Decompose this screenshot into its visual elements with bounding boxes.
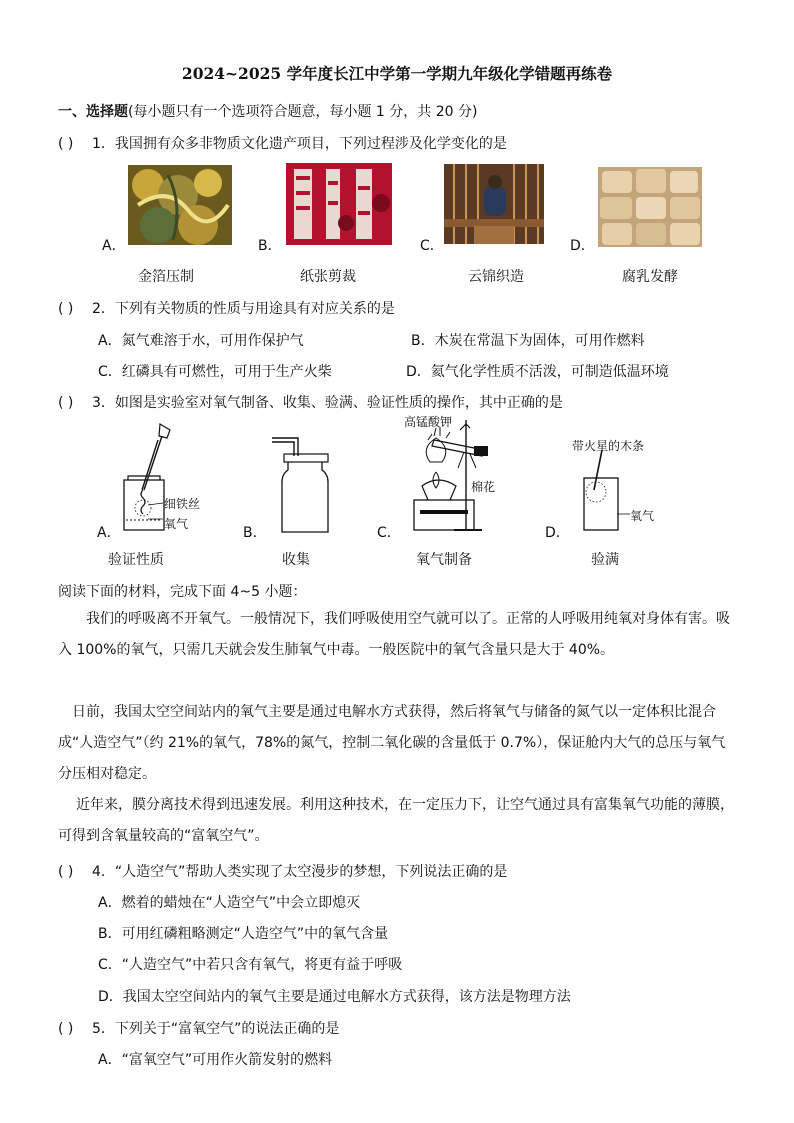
oxygen-full-test-diagram xyxy=(580,448,620,534)
question-5 xyxy=(58,1018,339,1038)
q3-caption-b: 收集 xyxy=(282,552,310,568)
question-3 xyxy=(58,392,563,412)
q1-option-c-letter: C． xyxy=(420,238,444,254)
paragraph-text: 我们的呼吸离不开氧气。一般情况下，我们呼吸使用空气就可以了。正常的人呼吸用纯氧对身体有害。吸入 100%的氧气，只需几天就会发生肺氧气中毒。一般医院中的氧气含量只是大于 40%。 xyxy=(58,611,730,658)
q3-option-d-letter: D． xyxy=(545,525,570,541)
q3-option-c-letter: C． xyxy=(377,525,401,541)
label-leader-lines xyxy=(148,497,166,523)
paragraph-text: 近年来，膜分离技术得到迅速发展。利用这种技术，在一定压力下，让空气通过具有富集氧气功能的薄膜，可得到含氧量较高的“富氧空气”。 xyxy=(58,797,734,844)
question-stem: 5．下列关于“富氧空气”的说法正确的是 xyxy=(92,1021,340,1037)
question-1 xyxy=(58,133,507,153)
q2-option-b: B．木炭在常温下为固体，可用作燃料 xyxy=(411,333,645,349)
q5-option-a: A．“富氧空气”可用作火箭发射的燃料 xyxy=(98,1052,333,1068)
answer-blank: ( ) xyxy=(58,395,74,411)
fermented-tofu-photo xyxy=(598,167,702,247)
question-stem: 1．我国拥有众多非物质文化遗产项目，下列过程涉及化学变化的是 xyxy=(92,136,507,152)
cotton-label: 棉花 xyxy=(471,480,496,494)
answer-blank: ( ) xyxy=(58,864,74,880)
q3-caption-d: 验满 xyxy=(591,552,619,568)
question-stem: 2．下列有关物质的性质与用途具有对应关系的是 xyxy=(92,301,395,317)
potassium-permanganate-label: 高锰酸钾 xyxy=(404,415,453,429)
q4-option-d: D．我国太空空间站内的氧气主要是通过电解水方式获得，该方法是物理方法 xyxy=(98,989,571,1005)
oxygen-label-a: 氧气 xyxy=(164,517,189,531)
q1-option-b-letter: B． xyxy=(258,238,282,254)
oxygen-d-leader-line xyxy=(617,508,631,518)
q4-option-c: C．“人造空气”中若只含有氧气，将更有益于呼吸 xyxy=(98,957,403,973)
paragraph-text: 日前，我国太空空间站内的氧气主要是通过电解水方式获得，然后将氧气与储备的氮气以一定体积比混合成“人造空气”（约 21%的氧气，78%的氮气，控制二氧化碳的含量低于 0.7%），保证舱内大气的总压与氧气分压相对稳定。 xyxy=(58,704,726,782)
q2-option-a: A．氮气难溶于水，可用作保护气 xyxy=(98,333,304,349)
oxygen-label-d: 氧气 xyxy=(630,509,655,523)
oxygen-preparation-diagram xyxy=(400,420,500,532)
brocade-weaving-photo xyxy=(444,164,548,244)
q1-caption-a: 金箔压制 xyxy=(138,269,194,285)
question-2 xyxy=(58,298,395,318)
section-title: 一、选择题 xyxy=(58,104,128,120)
reading-intro: 阅读下面的材料，完成下面 4~5 小题： xyxy=(58,584,307,600)
answer-blank: ( ) xyxy=(58,301,74,317)
q2-option-d: D．氦气化学性质不活泼，可制造低温环境 xyxy=(406,364,669,380)
q2-option-c: C．红磷具有可燃性，可用于生产火柴 xyxy=(98,364,332,380)
section-heading xyxy=(58,101,477,121)
reading-paragraph-3 xyxy=(58,790,738,852)
answer-blank: ( ) xyxy=(58,136,74,152)
paper-cut-photo xyxy=(286,163,390,243)
q1-caption-d: 腐乳发酵 xyxy=(622,269,678,285)
reading-paragraph-2 xyxy=(58,697,738,790)
q1-option-d-letter: D． xyxy=(570,238,595,254)
q1-option-a-letter: A． xyxy=(102,238,126,254)
gas-collection-bottle-diagram xyxy=(268,432,338,536)
q3-option-b-letter: B． xyxy=(243,525,267,541)
answer-blank: ( ) xyxy=(58,1021,74,1037)
page-title: 2024~2025 学年度长江中学第一学期九年级化学错题再练卷 xyxy=(181,64,613,83)
q1-caption-b: 纸张剪裁 xyxy=(300,269,356,285)
iron-wire-label: 细铁丝 xyxy=(164,497,201,511)
section-note: (每小题只有一个选项符合题意，每小题 1 分，共 20 分) xyxy=(128,104,478,120)
q1-caption-c: 云锦织造 xyxy=(468,269,524,285)
glowing-splint-label: 带火星的木条 xyxy=(572,439,645,453)
question-4 xyxy=(58,861,507,881)
q3-caption-a: 验证性质 xyxy=(108,552,164,568)
reading-paragraph-1 xyxy=(58,604,738,666)
q3-option-a-letter: A． xyxy=(97,525,121,541)
gold-foil-photo xyxy=(128,165,232,245)
question-stem: 3．如图是实验室对氧气制备、收集、验满、验证性质的操作，其中正确的是 xyxy=(92,395,563,411)
q4-option-b: B．可用红磷粗略测定“人造空气”中的氧气含量 xyxy=(98,926,389,942)
question-stem: 4．“人造空气”帮助人类实现了太空漫步的梦想，下列说法正确的是 xyxy=(92,864,508,880)
q3-caption-c: 氧气制备 xyxy=(416,552,472,568)
q4-option-a: A．燃着的蜡烛在“人造空气”中会立即熄灭 xyxy=(98,895,361,911)
